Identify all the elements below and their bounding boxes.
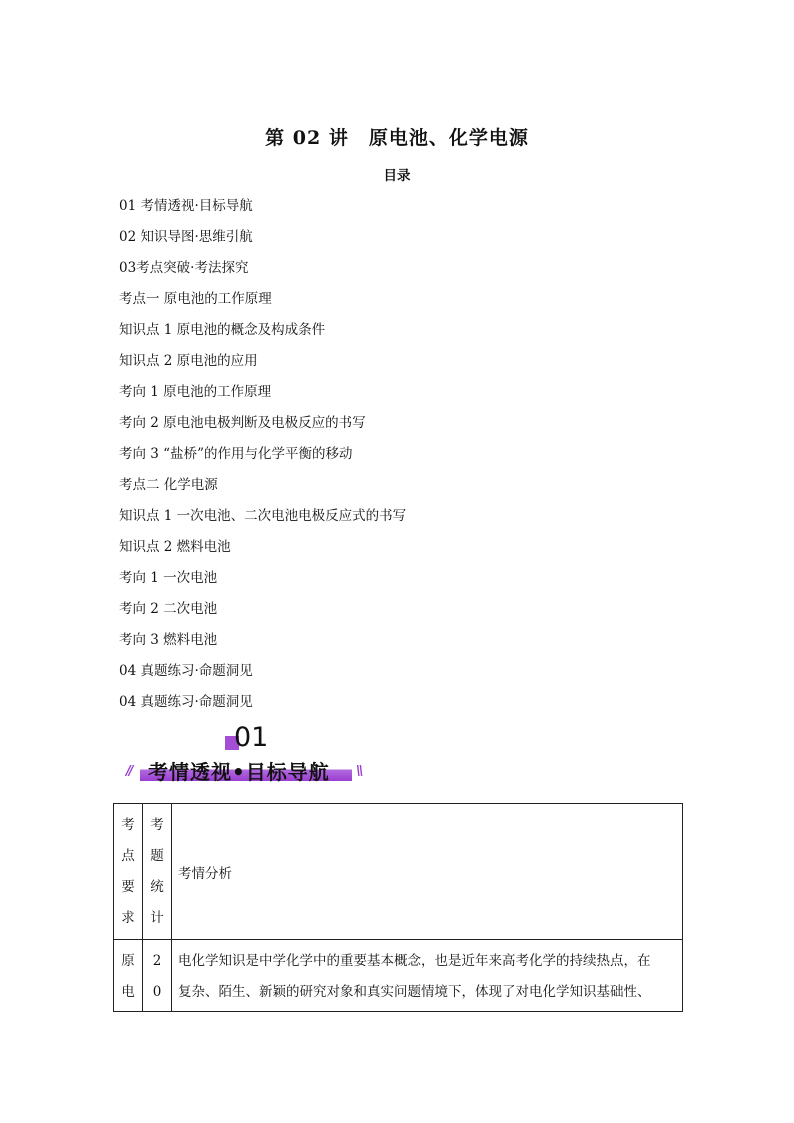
row-cell-requirement: 原 电: [114, 940, 143, 1012]
header-cell-statistics: 考 题 统 计: [143, 804, 172, 940]
toc-item[interactable]: 考点二 化学电源: [119, 477, 218, 493]
banner-number: 01: [234, 722, 269, 753]
toc-item[interactable]: 02 知识导图·思维引航: [119, 229, 253, 245]
header-cell-analysis: 考情分析: [172, 804, 683, 940]
toc-item[interactable]: 知识点 1 原电池的概念及构成条件: [119, 322, 326, 338]
row-cell-statistics: 2 0: [143, 940, 172, 1012]
table-of-contents: [119, 196, 406, 723]
toc-item[interactable]: 考向 3 “盐桥”的作用与化学平衡的移动: [119, 446, 353, 462]
document-title: 第 02 讲 原电池、化学电源: [265, 127, 529, 149]
toc-item[interactable]: 知识点 2 原电池的应用: [119, 353, 258, 369]
banner-slash-left: //: [126, 764, 132, 779]
table-header-row: [114, 804, 683, 940]
toc-item[interactable]: 考向 1 原电池的工作原理: [119, 384, 272, 400]
banner-slash-right: \\: [356, 764, 362, 779]
toc-item[interactable]: 考向 2 二次电池: [119, 601, 218, 617]
toc-heading: 目录: [383, 168, 411, 184]
section-banner: [126, 724, 376, 786]
toc-item[interactable]: 考点一 原电池的工作原理: [119, 291, 272, 307]
exam-analysis-table: [113, 803, 683, 1012]
row-cell-analysis: 电化学知识是中学化学中的重要基本概念，也是近年来高考化学的持续热点，在 复杂、陌生、新颖的研究对象和真实问题情境下，体现了对电化学知识基础性、: [172, 940, 683, 1012]
banner-text: 考情透视•目标导航: [148, 760, 330, 784]
table-row: [114, 940, 683, 1012]
toc-item[interactable]: 04 真题练习·命题洞见: [119, 694, 253, 710]
header-cell-requirements: 考 点 要 求: [114, 804, 143, 940]
toc-item[interactable]: 考向 3 燃料电池: [119, 632, 218, 648]
toc-item[interactable]: 04 真题练习·命题洞见: [119, 663, 253, 679]
toc-item[interactable]: 03考点突破·考法探究: [119, 260, 249, 276]
toc-item[interactable]: 考向 2 原电池电极判断及电极反应的书写: [119, 415, 366, 431]
toc-item[interactable]: 知识点 2 燃料电池: [119, 539, 231, 555]
toc-item[interactable]: 知识点 1 一次电池、二次电池电极反应式的书写: [119, 508, 407, 524]
toc-item[interactable]: 考向 1 一次电池: [119, 570, 218, 586]
toc-item[interactable]: 01 考情透视·目标导航: [119, 198, 253, 214]
